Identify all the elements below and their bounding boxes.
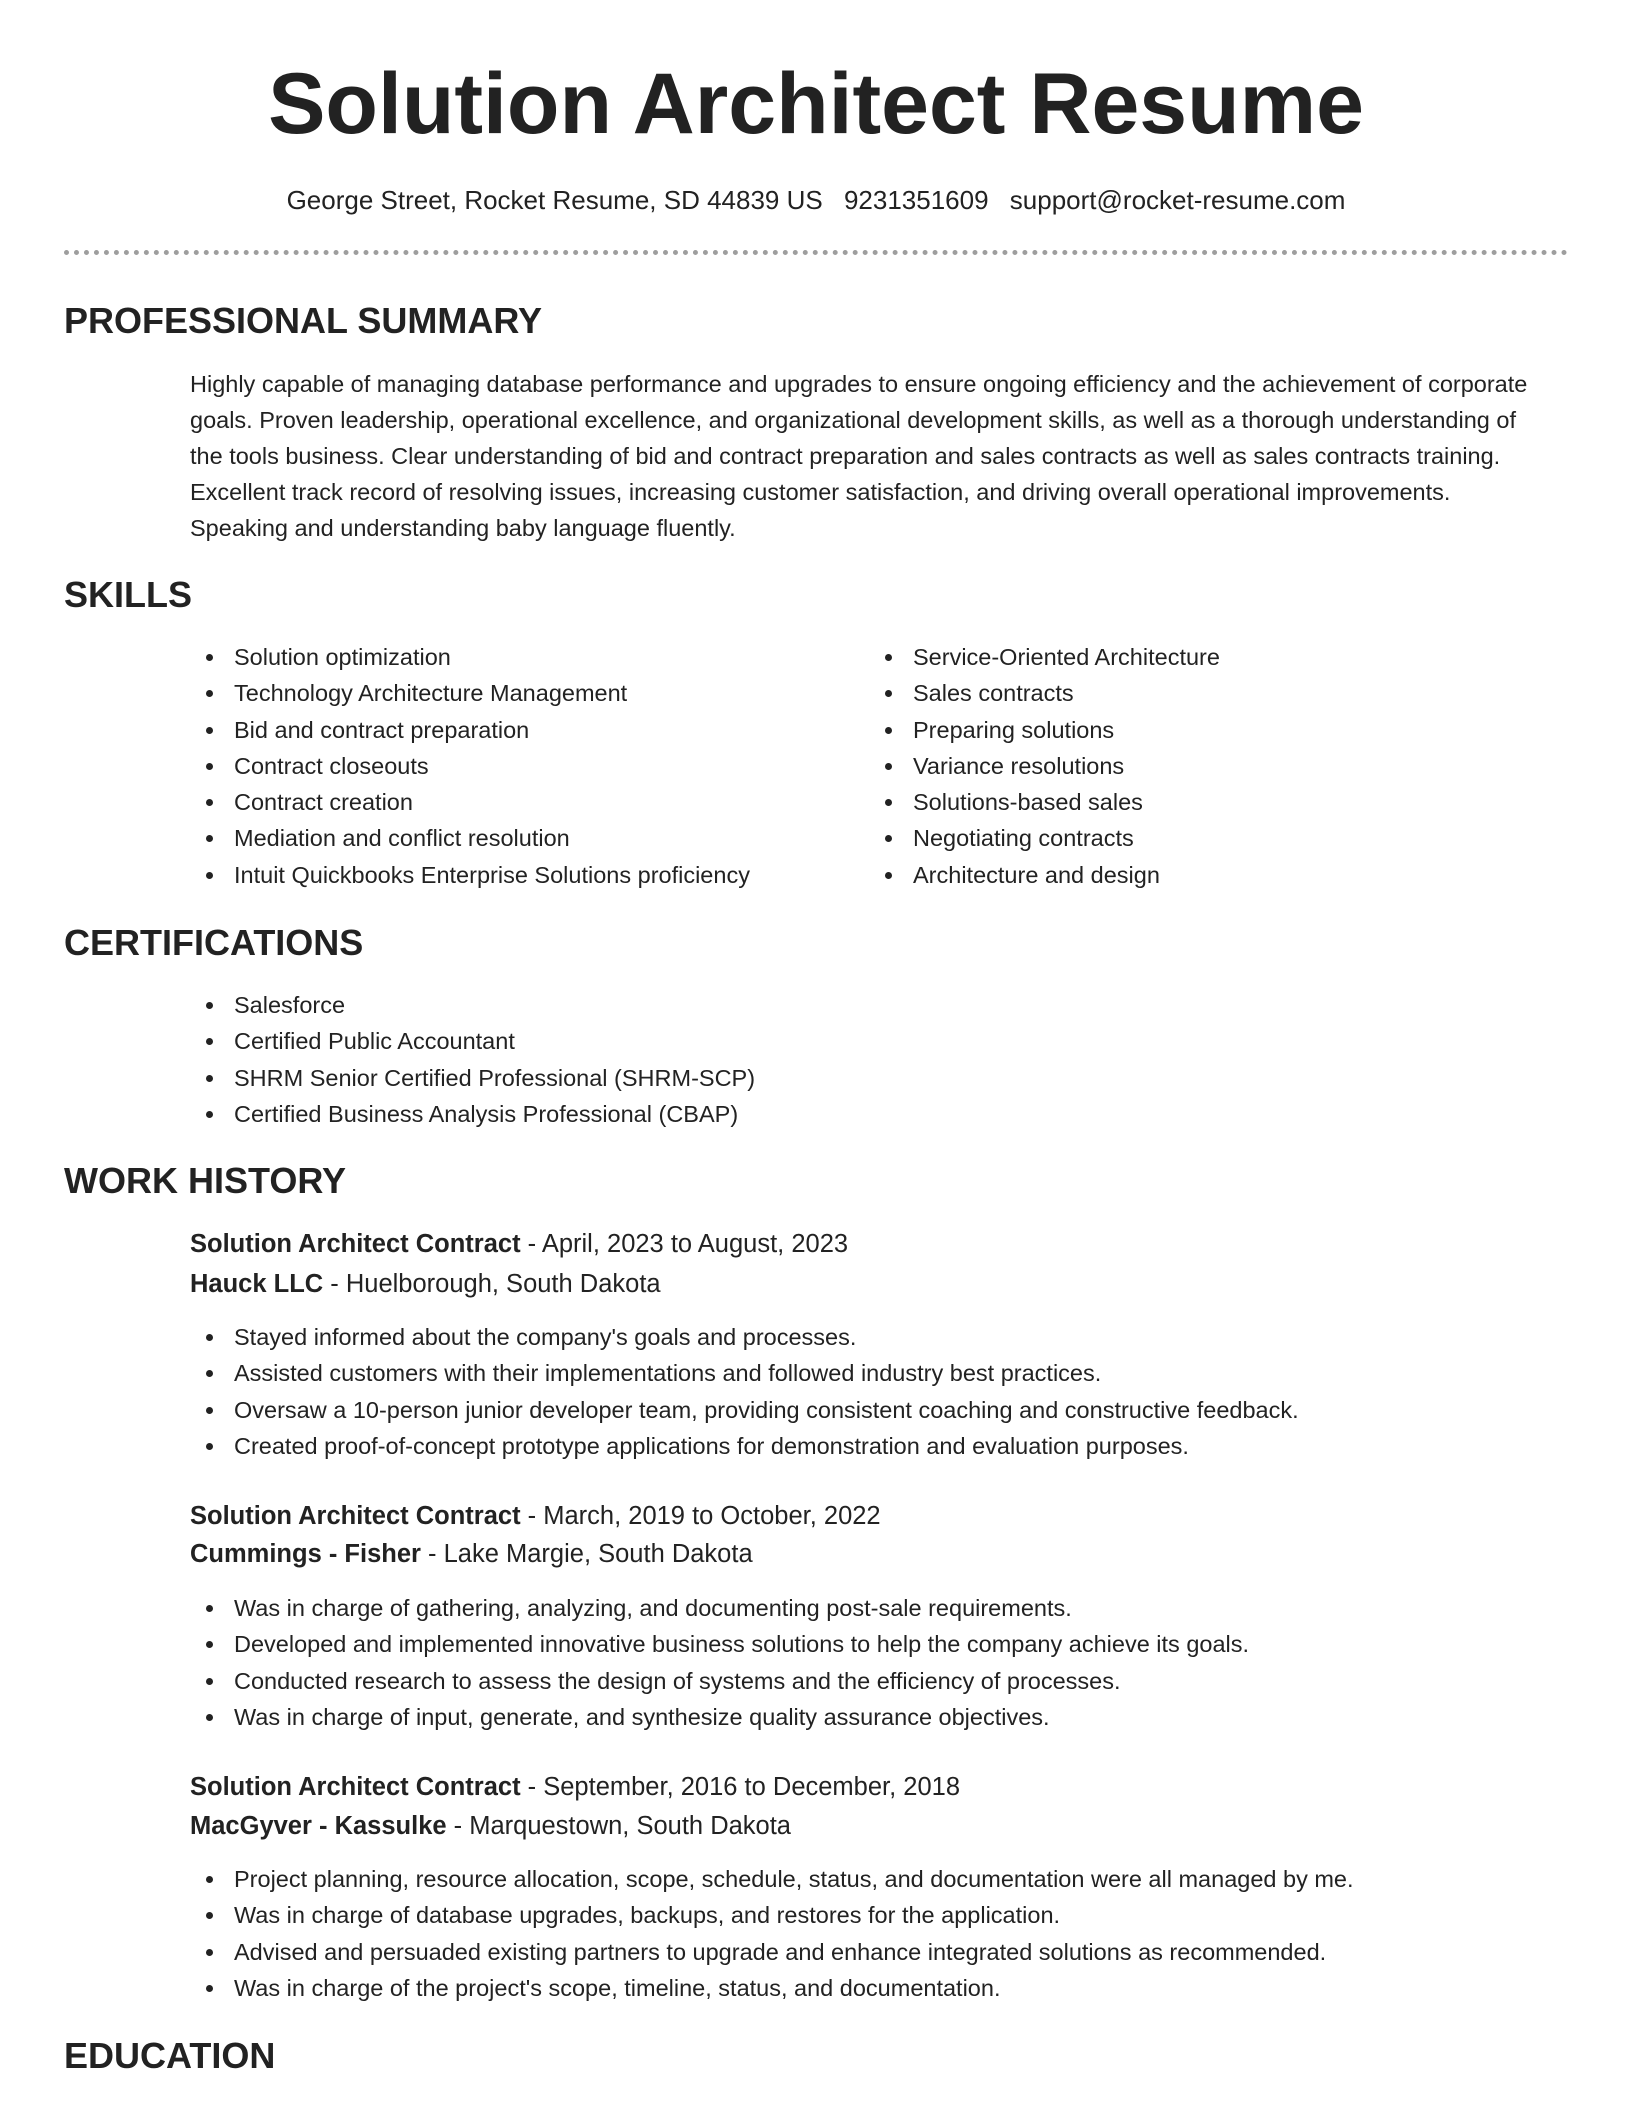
list-item: Architecture and design — [869, 857, 1220, 893]
job-location: - Lake Margie, South Dakota — [420, 1540, 753, 1568]
list-item: Preparing solutions — [869, 712, 1220, 748]
job-company-line — [190, 1535, 753, 1573]
job-title: Solution Architect Contract — [190, 1773, 521, 1801]
list-item: Stayed informed about the company's goals and processes. — [190, 1319, 1299, 1355]
list-item: Variance resolutions — [869, 748, 1220, 784]
list-item: Salesforce — [190, 987, 755, 1023]
list-item: Solutions-based sales — [869, 784, 1220, 820]
contact-address: George Street, Rocket Resume, SD 44839 US — [286, 185, 823, 215]
list-item: Certified Public Accountant — [190, 1023, 755, 1059]
job-title-line — [190, 1225, 848, 1263]
job-dates: - March, 2019 to October, 2022 — [520, 1502, 881, 1530]
list-item: Intuit Quickbooks Enterprise Solutions proficiency — [190, 857, 750, 893]
job-location: - Huelborough, South Dakota — [323, 1270, 661, 1298]
contact-line — [0, 182, 1632, 218]
skills-list-right — [869, 639, 1220, 893]
job-duties-list — [190, 1319, 1299, 1464]
list-item: Conducted research to assess the design of systems and the efficiency of processes. — [190, 1663, 1249, 1699]
job-title-line — [190, 1768, 960, 1806]
skills-list-left — [190, 639, 750, 893]
list-item: Contract closeouts — [190, 748, 750, 784]
list-item: Service-Oriented Architecture — [869, 639, 1220, 675]
education-heading: EDUCATION — [64, 2035, 276, 2076]
summary-heading: PROFESSIONAL SUMMARY — [64, 300, 543, 341]
job-title-line — [190, 1497, 881, 1535]
list-item: Certified Business Analysis Professional (CBAP) — [190, 1096, 755, 1132]
summary-text: Highly capable of managing database performance and upgrades to ensure ongoing efficiency and the achievement of corporate goals. Proven leadership, operational excellence, and organizational development skills, as well as a thorough understanding of the tools business. Clear understanding of bid and contract preparation and sales contracts as well as sales contracts training. Excellent track record of resolving issues, increasing customer satisfaction, and driving overall operational improvements. Speaking and understanding baby language fluently. — [190, 371, 1528, 541]
job-company-line — [190, 1265, 661, 1303]
list-item: SHRM Senior Certified Professional (SHRM-SCP) — [190, 1060, 755, 1096]
list-item: Negotiating contracts — [869, 820, 1220, 856]
job-location: - Marquestown, South Dakota — [446, 1812, 791, 1840]
job-dates: - September, 2016 to December, 2018 — [520, 1773, 961, 1801]
job-dates: - April, 2023 to August, 2023 — [520, 1230, 849, 1258]
list-item: Created proof-of-concept prototype applications for demonstration and evaluation purposes. — [190, 1428, 1299, 1464]
contact-phone: 9231351609 — [843, 185, 989, 215]
list-item: Project planning, resource allocation, scope, schedule, status, and documentation were all managed by me. — [190, 1861, 1354, 1897]
job-title: Solution Architect Contract — [190, 1502, 521, 1530]
list-item: Was in charge of input, generate, and synthesize quality assurance objectives. — [190, 1699, 1249, 1735]
list-item: Assisted customers with their implementations and followed industry best practices. — [190, 1355, 1299, 1391]
certifications-heading: CERTIFICATIONS — [64, 922, 364, 963]
job-company-line — [190, 1807, 791, 1845]
list-item: Contract creation — [190, 784, 750, 820]
work-history-heading: WORK HISTORY — [64, 1160, 347, 1201]
list-item: Solution optimization — [190, 639, 750, 675]
list-item: Was in charge of database upgrades, backups, and restores for the application. — [190, 1897, 1354, 1933]
list-item: Oversaw a 10-person junior developer team, providing consistent coaching and constructive feedback. — [190, 1392, 1299, 1428]
list-item: Mediation and conflict resolution — [190, 820, 750, 856]
job-duties-list — [190, 1861, 1354, 2006]
contact-email: support@rocket-resume.com — [1009, 185, 1346, 215]
resume-title: Solution Architect Resume — [268, 56, 1364, 152]
list-item: Technology Architecture Management — [190, 675, 750, 711]
job-company: Cummings - Fisher — [190, 1540, 421, 1568]
certifications-list — [190, 987, 755, 1132]
job-company: Hauck LLC — [190, 1270, 324, 1298]
list-item: Developed and implemented innovative business solutions to help the company achieve its goals. — [190, 1626, 1249, 1662]
list-item: Sales contracts — [869, 675, 1220, 711]
job-title: Solution Architect Contract — [190, 1230, 521, 1258]
job-duties-list — [190, 1590, 1249, 1735]
skills-heading: SKILLS — [64, 574, 193, 615]
list-item: Was in charge of the project's scope, timeline, status, and documentation. — [190, 1970, 1354, 2006]
list-item: Advised and persuaded existing partners to upgrade and enhance integrated solutions as recommended. — [190, 1934, 1354, 1970]
header-divider — [64, 250, 1568, 255]
list-item: Bid and contract preparation — [190, 712, 750, 748]
list-item: Was in charge of gathering, analyzing, and documenting post-sale requirements. — [190, 1590, 1249, 1626]
job-company: MacGyver - Kassulke — [190, 1812, 447, 1840]
